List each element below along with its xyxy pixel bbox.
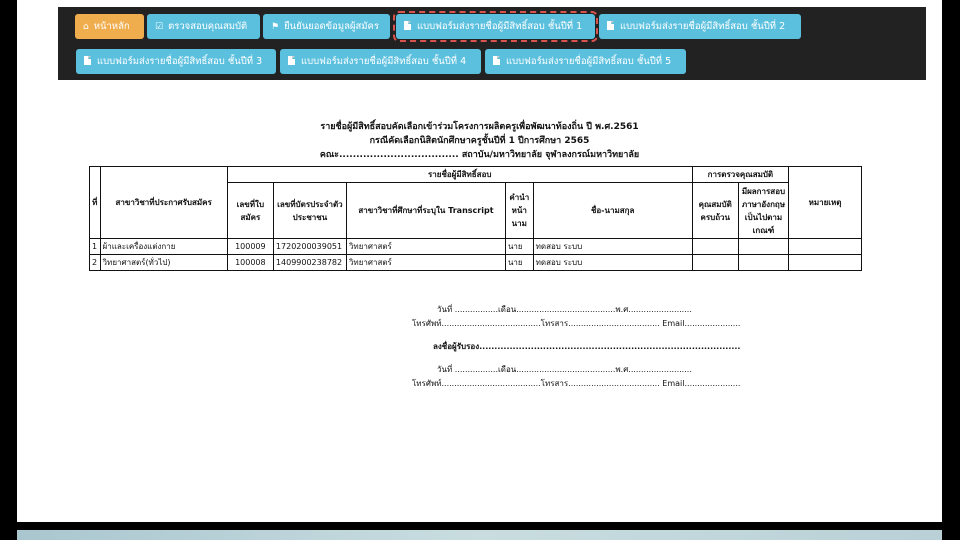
file-icon <box>493 56 500 65</box>
col-prefix: คำนำหน้านาม <box>505 183 533 239</box>
signature-date-line: วันที่ .................เดือน.......................................พ.ศ......................... <box>437 305 692 314</box>
form-year2-button[interactable]: แบบฟอร์มส่งรายชื่อผู้มีสิทธิ์สอบ ชั้นปีที่ 2 <box>599 14 801 39</box>
cell-qualified <box>692 255 738 271</box>
col-major: สาขาวิชาที่ประกาศรับสมัคร <box>100 167 227 239</box>
file-icon <box>84 56 91 65</box>
background-strip <box>17 530 942 540</box>
certifier-contact-line: โทรศัพท์.......................................โทรสาร.................................... Email...................... <box>412 379 741 388</box>
cell-major: ผ้าและเครื่องแต่งกาย <box>100 239 227 255</box>
col-idcard: เลขที่บัตรประจำตัวประชาชน <box>273 183 346 239</box>
col-qualified: คุณสมบัติครบถ้วน <box>692 183 738 239</box>
table-row <box>90 239 862 255</box>
cell-idcard: 1720200039051 <box>273 239 346 255</box>
col-no: ที่ <box>90 167 101 239</box>
doc-subtitle: กรณีคัดเลือกนิสิตนักศึกษาครูชั้นปีที่ 1 ปีการศึกษา 2565 <box>369 136 590 146</box>
cell-no: 1 <box>90 239 101 255</box>
cell-qualified <box>692 239 738 255</box>
document-page <box>17 0 942 522</box>
file-icon <box>288 56 295 65</box>
table-row <box>90 255 862 271</box>
cell-transcript: วิทยาศาสตร์ <box>346 239 505 255</box>
edit-check-icon: ☑ <box>155 22 164 32</box>
cell-note <box>789 255 862 271</box>
cell-major: วิทยาศาสตร์(ทั่วไป) <box>100 255 227 271</box>
doc-title: รายชื่อผู้มีสิทธิ์สอบคัดเลือกเข้าร่วมโครงการผลิตครูเพื่อพัฒนาท้องถิ่น ปี พ.ศ.2561 <box>320 122 639 132</box>
certifier-date-line: วันที่ .................เดือน.......................................พ.ศ......................... <box>437 365 692 374</box>
cell-appno: 100009 <box>227 239 273 255</box>
certifier-signature-line: ลงชื่อผู้รับรอง...................................................................................... <box>433 342 741 351</box>
col-english: มีผลการสอบภาษาอังกฤษเป็นไปตามเกณฑ์ <box>738 183 788 239</box>
check-qualification-button[interactable]: ☑ ตรวจสอบคุณสมบัติ <box>147 14 260 39</box>
col-note: หมายเหตุ <box>789 167 862 239</box>
table-header-row <box>90 167 862 183</box>
cell-prefix: นาย <box>505 239 533 255</box>
cell-name: ทดสอบ ระบบ <box>533 239 692 255</box>
signature-contact-line: โทรศัพท์.......................................โทรสาร.................................... Email...................... <box>412 319 741 328</box>
flag-icon: ⚑ <box>271 22 280 32</box>
doc-faculty-line: คณะ................................... สถาบัน/มหาวิทยาลัย จุฬาลงกรณ์มหาวิทยาลัย <box>319 150 640 160</box>
cell-prefix: นาย <box>505 255 533 271</box>
cell-english <box>738 255 788 271</box>
cell-name: ทดสอบ ระบบ <box>533 255 692 271</box>
cell-english <box>738 239 788 255</box>
confirm-data-button[interactable]: ⚑ ยืนยันยอดข้อมูลผู้สมัคร <box>263 14 390 39</box>
form-year1-button[interactable]: แบบฟอร์มส่งรายชื่อผู้มีสิทธิ์สอบ ชั้นปีที่ 1 <box>396 14 595 39</box>
file-icon <box>607 21 614 30</box>
candidate-table <box>89 166 862 271</box>
col-group-check: การตรวจคุณสมบัติ <box>692 167 788 183</box>
col-name: ชื่อ-นามสกุล <box>533 183 692 239</box>
cell-idcard: 1409900238782 <box>273 255 346 271</box>
col-appno: เลขที่ใบสมัคร <box>227 183 273 239</box>
cell-no: 2 <box>90 255 101 271</box>
cell-transcript: วิทยาศาสตร์ <box>346 255 505 271</box>
cell-appno: 100008 <box>227 255 273 271</box>
top-navbar <box>58 7 926 80</box>
form-year5-button[interactable]: แบบฟอร์มส่งรายชื่อผู้มีสิทธิ์สอบ ชั้นปีที่ 5 <box>485 49 686 74</box>
form-year3-button[interactable]: แบบฟอร์มส่งรายชื่อผู้มีสิทธิ์สอบ ชั้นปีที่ 3 <box>76 49 276 74</box>
col-group-candidates: รายชื่อผู้มีสิทธิ์สอบ <box>227 167 692 183</box>
home-button[interactable]: ⌂ หน้าหลัก <box>75 14 144 39</box>
home-icon: ⌂ <box>83 22 89 32</box>
form-year4-button[interactable]: แบบฟอร์มส่งรายชื่อผู้มีสิทธิ์สอบ ชั้นปีที่ 4 <box>280 49 481 74</box>
col-transcript: สาขาวิชาที่ศึกษาที่ระบุใน Transcript <box>346 183 505 239</box>
cell-note <box>789 239 862 255</box>
file-icon <box>404 21 411 30</box>
